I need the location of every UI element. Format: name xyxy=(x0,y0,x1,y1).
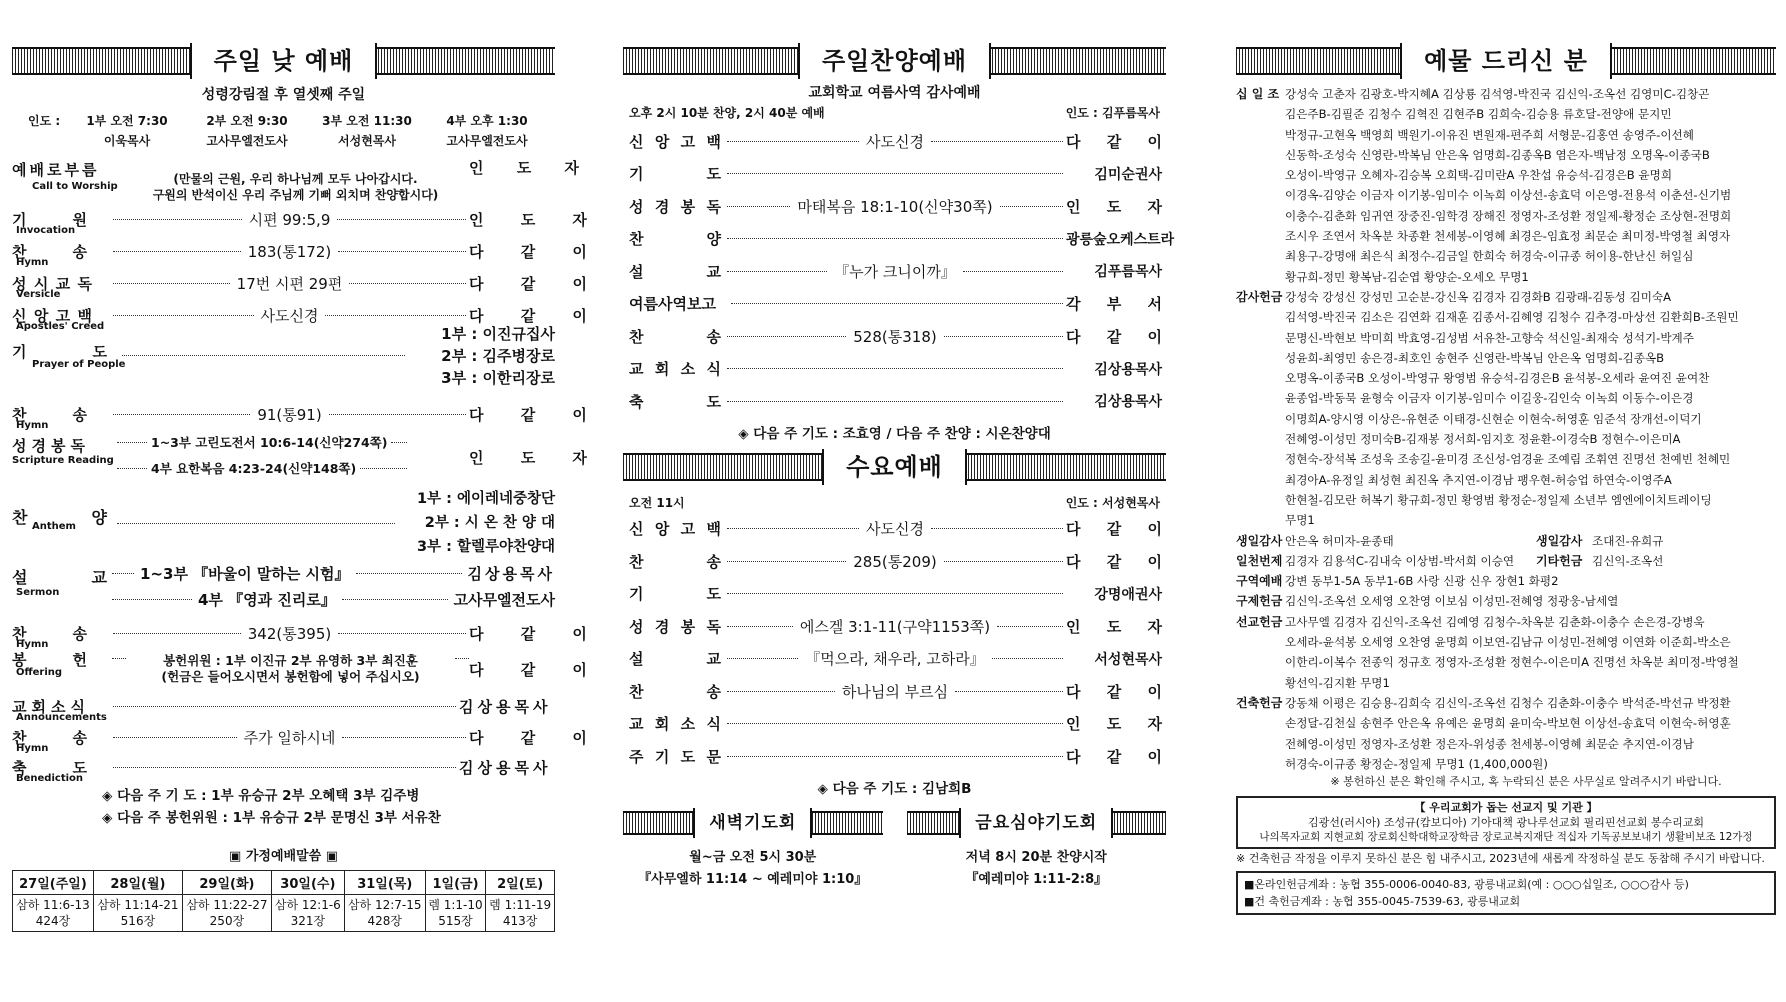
order-item-leader: 다 같 이 xyxy=(1066,520,1162,539)
order-item-content: 17번 시편 29편 xyxy=(236,274,343,293)
hymn2-right: 다 같 이 xyxy=(469,405,603,424)
order-item-content: 사도신경 xyxy=(866,132,924,151)
donor-line xyxy=(1236,84,1776,104)
donor-line xyxy=(1236,267,1776,287)
family-worship-table xyxy=(12,870,555,932)
relief-cat: 구역예배 xyxy=(1236,574,1283,589)
offering-category: 감사헌금 xyxy=(1236,289,1283,304)
aid-text: 김신익-조옥선 오세영 오찬영 이보심 이성민-전혜영 정광웅-남세열 xyxy=(1285,594,1619,609)
sunday-morning-worship xyxy=(12,40,603,932)
order-item-label: 성 경 봉 독 xyxy=(629,617,721,636)
order-item-leader: 다 같 이 xyxy=(469,274,603,293)
building-line xyxy=(1236,754,1776,774)
donor-line xyxy=(1236,287,1776,307)
order-item-en: Invocation xyxy=(16,224,76,236)
donor-names: 이한리-이복수 전종익 정규호 정영자-조성환 정현수-이은미A 진명선 차옥분 최미정-박영철 xyxy=(1285,655,1739,670)
donor-line xyxy=(1236,185,1776,205)
scripture-right: 인 도 자 xyxy=(469,449,603,467)
donor-line xyxy=(1236,388,1776,408)
donor-line xyxy=(1236,165,1776,185)
donor-names: 강성숙 강성신 강성민 고순분-강신옥 김경자 김경화B 김광래-김동성 김미숙A xyxy=(1285,289,1672,304)
hymn4-right: 다 같 이 xyxy=(469,728,603,747)
order-item-label: 여 름 사 역 보 고 xyxy=(629,295,716,314)
family-title: ▣ 가정예배말씀 ▣ xyxy=(229,849,338,864)
offering-label: 봉 헌 xyxy=(12,651,87,669)
donor-names: 고사무엘 김경자 김신익-조옥선 김예영 김청수-차옥분 김춘화-이충수 손은경-강병욱 xyxy=(1285,614,1705,629)
donor-names: 한현철-김모란 허복기 황규희-정민 황영범 황정순-정일제 소년부 엠엔에이치트레이딩 xyxy=(1285,492,1712,507)
order-item-label: 기 도 xyxy=(629,165,721,184)
order-item-content: 『먹으라, 채우라, 고하라』 xyxy=(805,650,985,669)
wed-title: 수요예배 xyxy=(822,449,967,485)
order-item-leader: 서성현목사 xyxy=(1094,651,1163,668)
order-item-content: 285(통209) xyxy=(853,552,937,571)
dawn-banner xyxy=(623,807,883,839)
order-item-label: 찬 송 xyxy=(12,242,87,261)
family-reading: 렘 1:11-19 413장 xyxy=(486,895,555,932)
order-item-leader: 인 도 자 xyxy=(1066,715,1162,734)
prayer-en: Prayer of People xyxy=(32,359,126,370)
fri-text: 『예레미야 1:11-2:8』 xyxy=(965,871,1108,887)
wed-items xyxy=(623,513,1166,773)
mission-line xyxy=(1236,673,1776,693)
order-item-leader: 인 도 자 xyxy=(469,210,603,229)
fri-banner xyxy=(907,807,1167,839)
hymn2-en: Hymn xyxy=(16,419,49,431)
donor-line xyxy=(1236,429,1776,449)
order-item-en: Versicle xyxy=(16,288,61,300)
order-item xyxy=(623,255,1166,288)
fri-title: 금요심야기도회 xyxy=(959,808,1113,838)
order-item-content: 사도신경 xyxy=(260,306,319,325)
bene-en: Benediction xyxy=(16,772,84,784)
order-item-label: 신 앙 고 백 xyxy=(12,306,92,325)
ilchun-row xyxy=(1236,551,1776,571)
order-item-leader: 다 같 이 xyxy=(1066,682,1163,701)
mission-box-line2: 나의목자교회 지현교회 장로회신학대학교장학금 장로교복지재단 적십자 기독공보보내기 생활비보조 12가정 xyxy=(1259,831,1753,844)
offering-row xyxy=(12,649,603,689)
donor-names: 조시우 조연서 차옥분 차종환 천세봉-이영혜 최경은-임효정 최문순 최미정-박영철 최영자 xyxy=(1285,229,1731,244)
prayer-2: 2부 : 김주병장로 xyxy=(441,347,555,365)
call-right: 인 도 자 xyxy=(469,159,593,177)
donor-names: 박정규-고현옥 백영희 백원기-이유진 변원재-편주희 서형문-김홍연 송영주-이선혜 xyxy=(1285,127,1694,142)
order-item-label: 신 앙 고 백 xyxy=(629,132,721,151)
order-item-leader: 다 같 이 xyxy=(1066,327,1162,346)
order-item-leader: 다 같 이 xyxy=(1066,747,1162,766)
order-item-leader: 다 같 이 xyxy=(469,306,603,325)
family-day: 29일(화) xyxy=(182,871,271,895)
anthem-3: 3부 : 할렐루야찬양대 xyxy=(416,539,555,555)
donor-line xyxy=(1236,307,1776,327)
donor-names: 정현숙-장석복 조성욱 조송길-윤미경 조신성-엄경윤 조예림 조휘연 진명선 천예빈 천혜민 xyxy=(1285,452,1731,467)
order-item xyxy=(623,675,1166,708)
donor-line xyxy=(1236,104,1776,124)
donor-names: 신동학-조성숙 신영란-박복님 안은옥 엄명희-김종옥B 염은자-백남정 오명옥-이종국B xyxy=(1285,147,1710,162)
anthem-row xyxy=(12,487,555,559)
order-item-leader: 각 부 서 xyxy=(1066,295,1162,314)
donor-names: 윤종업-박동묵 윤형숙 이금자 이기봉-임미수 이길웅-김인숙 이녹희 이동수-이은경 xyxy=(1285,391,1694,406)
order-item-leader: 광릉숲오케스트라 xyxy=(1066,231,1175,248)
building-line xyxy=(1236,713,1776,733)
sermon-right-1: 김상용목사 xyxy=(467,565,555,583)
donor-names: 문명신-박현보 박미희 박효영-김성범 서유찬-고향숙 석신일-최재숙 성석기-박계주 xyxy=(1285,330,1694,345)
order-item-label: 성 시 교 독 xyxy=(12,274,92,293)
family-reading: 삼하 12:7-15 428장 xyxy=(344,895,425,932)
donor-line xyxy=(1236,226,1776,246)
hymn3-center: 342(통395) xyxy=(247,624,332,643)
donor-names: 강동채 이평은 김승용-김희숙 김신익-조옥선 김청수 김춘화-이충수 박석준-박선규 박정환 xyxy=(1285,695,1731,710)
donor-names: 손정달-김천실 송현주 안은옥 유예은 윤명희 윤미숙-박보현 이상선-송효덕 이현숙-허영훈 xyxy=(1285,716,1731,731)
bday1-text: 안은옥 허미자-윤종태 xyxy=(1285,533,1394,548)
order-item xyxy=(623,190,1166,223)
ilchun-cat: 일천번제 xyxy=(1236,553,1283,568)
order-item-label: 축 도 xyxy=(629,392,721,411)
col1-banner xyxy=(12,40,555,82)
col1-items xyxy=(12,203,603,332)
order-item-content: 하나님의 부르심 xyxy=(841,682,949,701)
donor-line xyxy=(1236,470,1776,490)
donor-line xyxy=(1236,206,1776,226)
hymn3-label: 찬 송 xyxy=(12,624,87,643)
order-item-en: Hymn xyxy=(16,256,49,268)
hymn4-label: 찬 송 xyxy=(12,728,87,747)
lead-label: 인도 : xyxy=(28,114,61,128)
account-2: ■건 축헌금계좌 : 농협 355-0045-7539-63, 광릉내교회 xyxy=(1244,895,1521,909)
order-item xyxy=(12,235,603,268)
other-text: 김신익-조옥선 xyxy=(1592,553,1664,568)
build-note: ※ 봉헌하신 분은 확인해 주시고, 혹 누락되신 분은 사무실로 알려주시기 바랍니다. xyxy=(1330,775,1722,789)
order-item xyxy=(623,610,1166,643)
ilchun-text: 김경자 김용석C-김내숙 이상범-박서희 이승연 xyxy=(1285,553,1515,568)
family-day: 30일(수) xyxy=(271,871,344,895)
anthem-2: 2부 : 시 온 찬 양 대 xyxy=(424,515,555,531)
family-day: 31일(목) xyxy=(344,871,425,895)
anthem-en: Anthem xyxy=(32,521,76,532)
col2-next: ◈ 다음 주 기도 : 조효영 / 다음 주 찬양 : 시온찬양대 xyxy=(738,425,1051,442)
hymn3-row xyxy=(12,617,603,650)
order-item-leader: 인 도 자 xyxy=(1066,197,1162,216)
donor-names: 무명1 xyxy=(1285,513,1315,528)
family-day: 2일(토) xyxy=(486,871,555,895)
order-item-content: 183(통172) xyxy=(247,242,332,261)
offering-list xyxy=(1236,84,1776,531)
col2-title: 주일찬양예배 xyxy=(798,43,991,79)
order-item-label: 기 도 xyxy=(629,585,721,604)
col3-title: 예물 드리신 분 xyxy=(1400,43,1612,79)
relief-text: 강변 동부1-5A 동부1-6B 사랑 신광 신우 장현1 화평2 xyxy=(1285,574,1559,589)
order-item-content: 528(통318) xyxy=(853,327,937,346)
donor-names: 오명옥-이종국B 오성이-박영규 왕영범 유승석-김경은B 윤석봉-오세라 윤여진 윤여찬 xyxy=(1285,371,1710,386)
offering-en: Offering xyxy=(16,667,63,678)
bday1-cat: 생일감사 xyxy=(1236,533,1283,548)
col2-banner xyxy=(623,40,1166,82)
prayer-1: 1부 : 이진규집사 xyxy=(441,325,555,343)
announce-label: 교회소식 xyxy=(12,697,90,716)
order-item-label: 주 기 도 문 xyxy=(629,747,721,766)
mission-line xyxy=(1236,612,1776,632)
bene-row xyxy=(12,751,555,783)
prayer-3: 3부 : 이한리장로 xyxy=(441,369,555,387)
wed-time: 오전 11시 xyxy=(629,495,685,510)
donor-names: 오세라-윤석봉 오세영 오찬영 윤명희 이보연-김남규 이성민-전혜영 이연화 이준희-박소은 xyxy=(1285,635,1731,650)
dawn-time: 월~금 오전 5시 30분 xyxy=(689,849,817,865)
hymn4-en: Hymn xyxy=(16,742,49,754)
order-item xyxy=(12,267,603,300)
order-item xyxy=(623,708,1166,741)
hymn3-en: Hymn xyxy=(16,638,49,650)
order-item-leader: 다 같 이 xyxy=(1066,552,1162,571)
family-reading: 삼하 11:22-27 250장 xyxy=(182,895,271,932)
scripture-line-1: 1~3부 고린도전서 10:6-14(신약274쪽) xyxy=(151,435,388,450)
building-line xyxy=(1236,734,1776,754)
order-item xyxy=(623,578,1166,611)
donor-line xyxy=(1236,348,1776,368)
building-list xyxy=(1236,693,1776,774)
relief-row xyxy=(1236,571,1776,591)
wed-leader: 인도 : 서성현목사 xyxy=(1065,495,1160,510)
bday2-cat: 생일감사 xyxy=(1536,533,1583,548)
order-item xyxy=(623,288,1166,321)
offering-category: 십 일 조 xyxy=(1236,87,1280,101)
order-item xyxy=(623,223,1175,256)
bene-label: 축 도 xyxy=(12,758,87,777)
service-4: 4부 오후 1:30 고사무엘전도사 xyxy=(446,114,528,148)
order-item xyxy=(623,513,1166,546)
note2: ※ 건축헌금 작정을 이루지 못하신 분은 힘 내주시고, 2023년에 새롭게 작정하실 분도 동참해 주시기 바랍니다. xyxy=(1236,852,1765,866)
building-line xyxy=(1236,693,1776,713)
call-label: 예배로부름 xyxy=(12,161,100,179)
donor-names: 오성이-박영규 오혜자-김승복 오희택-김미란A 우찬섭 유승석-김경은B 윤명희 xyxy=(1285,168,1673,183)
mission-box-line1: 김광선(러시아) 조성규(캄보디아) 기아대책 광나루선교회 필리핀선교회 봉수리교회 xyxy=(1308,816,1704,830)
bday-row xyxy=(1236,531,1776,551)
donor-line xyxy=(1236,449,1776,469)
order-item xyxy=(623,643,1166,676)
hymn3-right: 다 같 이 xyxy=(469,624,603,643)
donor-line xyxy=(1236,490,1776,510)
family-reading: 렘 1:1-10 515장 xyxy=(425,895,486,932)
hymn2-center: 91(통91) xyxy=(257,405,322,424)
mission-box-title: 【 우리교회가 돕는 선교지 및 기관 】 xyxy=(1414,801,1598,815)
col1-subtitle: 성령강림절 후 열셋째 주일 xyxy=(201,87,366,103)
call-text-1: (만물의 근원, 우리 하나님께 모두 나아갑시다. xyxy=(173,172,418,186)
donor-line xyxy=(1236,368,1776,388)
offering-text-1: 봉헌위원 : 1부 이진규 2부 유영하 3부 최진훈 xyxy=(163,653,418,668)
donor-names: 최경아A-유정일 최성현 최진옥 추지연-이경남 팽우현-허승업 하연숙-이영주A xyxy=(1285,472,1672,487)
order-item-label: 교 회 소 식 xyxy=(629,715,721,734)
order-item-label: 찬 송 xyxy=(629,552,721,571)
prayer-label: 기 도 xyxy=(12,343,107,361)
col1-title: 주일 낮 예배 xyxy=(190,43,378,79)
col3-banner xyxy=(1236,40,1776,82)
service-3: 3부 오전 11:30 서성현목사 xyxy=(322,114,412,148)
order-item-leader: 강명애권사 xyxy=(1094,586,1162,603)
sermon-row xyxy=(12,563,555,615)
order-item-content: 시편 99:5,9 xyxy=(248,210,331,229)
order-item xyxy=(623,545,1166,578)
donor-line xyxy=(1236,409,1776,429)
sunday-praise-worship xyxy=(623,40,1175,891)
service-1: 1부 오전 7:30 이욱목사 xyxy=(86,114,168,148)
order-item xyxy=(623,740,1166,773)
donor-names: 황선익-김지환 무명1 xyxy=(1285,675,1390,690)
donor-names: 전혜영-이성민 정미숙B-김재봉 정서희-임지호 정윤환-이경숙B 정현수-이은미A xyxy=(1285,432,1681,447)
hymn4-row xyxy=(12,723,603,754)
scripture-label: 성경봉독 xyxy=(12,437,90,455)
dawn-text: 『사무엘하 11:14 ~ 예레미야 1:10』 xyxy=(638,871,868,887)
dawn-title: 새벽기도회 xyxy=(693,808,812,838)
order-item xyxy=(623,385,1166,418)
other-cat: 기타헌금 xyxy=(1536,553,1583,568)
family-day: 27일(주일) xyxy=(13,871,94,895)
mission-list xyxy=(1236,612,1776,693)
donor-names: 강성숙 고춘자 김광호-박지혜A 김상룡 김석영-박진국 김신익-조옥선 김영미C-김창곤 xyxy=(1285,87,1710,101)
order-item-label: 교 회 소 식 xyxy=(629,360,721,379)
donor-line xyxy=(1236,246,1776,266)
order-item xyxy=(623,320,1166,353)
accounts-box xyxy=(1236,871,1776,915)
donor-names: 이충수-김춘화 임귀연 장중진-임학경 장해진 정영자-조성환 정일제-황정순 조상현-전명희 xyxy=(1285,208,1732,223)
order-item xyxy=(623,125,1166,158)
mission-support-box xyxy=(1236,796,1776,849)
offering-donors xyxy=(1236,40,1776,915)
hymn4-center: 주가 일하시네 xyxy=(243,728,336,747)
family-day: 28일(월) xyxy=(93,871,182,895)
family-reading: 삼하 12:1-6 321장 xyxy=(271,895,344,932)
order-item-label: 찬 송 xyxy=(629,327,721,346)
call-en: Call to Worship xyxy=(32,181,118,192)
order-item-label: 찬 양 xyxy=(629,230,721,249)
order-item-content: 『누가 크니이까』 xyxy=(834,262,956,281)
wed-next: ◈ 다음 주 기도 : 김남희B xyxy=(817,780,972,797)
account-1: ■온라인헌금계좌 : 농협 355-0006-0040-83, 광릉내교회(예 : ○○○십일조, ○○○감사 등) xyxy=(1244,878,1689,892)
hymn2-row xyxy=(12,397,603,431)
order-item xyxy=(12,203,603,236)
anthem-label: 찬 양 xyxy=(12,508,107,527)
offering-right: 다 같 이 xyxy=(469,660,603,679)
scripture-row xyxy=(12,433,603,483)
sermon-line-2: 4부 『영과 진리로』 xyxy=(198,591,336,609)
order-item-leader: 김푸름목사 xyxy=(1094,264,1162,281)
donor-names: 김은주B-김필준 김청수 김혁진 김현주B 김희숙-김승용 류호달-전양애 문지민 xyxy=(1285,107,1672,122)
col2-time: 오후 2시 10분 찬양, 2시 40분 예배 xyxy=(629,106,825,120)
offering-category: 건축헌금 xyxy=(1236,695,1283,710)
mission-line xyxy=(1236,652,1776,672)
order-item-content: 마태복음 18:1-10(신약30쪽) xyxy=(797,197,993,216)
donor-line xyxy=(1236,145,1776,165)
order-item-label: 찬 송 xyxy=(629,682,721,701)
anthem-1: 1부 : 에이레네중창단 xyxy=(416,491,555,507)
sermon-en: Sermon xyxy=(16,587,60,598)
announce-row xyxy=(12,689,555,723)
order-item-leader: 다 같 이 xyxy=(1066,132,1162,151)
sermon-line-1: 1~3부 『바울이 말하는 시험』 xyxy=(140,565,350,583)
col2-items xyxy=(623,125,1175,418)
hymn2-label: 찬 송 xyxy=(12,405,87,424)
service-2: 2부 오전 9:30 고사무엘전도사 xyxy=(206,114,288,148)
order-item-leader: 김상용목사 xyxy=(1094,361,1162,378)
call-to-worship-row xyxy=(12,157,593,203)
call-text-2: 구원의 반석이신 우리 주님께 기뻐 외치며 찬양합시다) xyxy=(152,188,439,202)
col2-leader: 인도 : 김푸름목사 xyxy=(1065,106,1160,120)
donor-names: 이명희A-양시영 이상은-유현준 이태경-신현순 이현숙-허영훈 임준석 장개선-이덕기 xyxy=(1285,411,1702,426)
donor-names: 이경옥-김양순 이금자 이기봉-임미수 이녹희 이상선-송효덕 이은영-전용석 이춘선-신기범 xyxy=(1285,188,1732,203)
order-item-label: 기 원 xyxy=(12,210,87,229)
family-day: 1일(금) xyxy=(425,871,486,895)
order-item-leader: 인 도 자 xyxy=(1066,617,1163,636)
col2-subtitle: 교회학교 여름사역 감사예배 xyxy=(808,85,981,101)
family-reading: 삼하 11:6-13 424장 xyxy=(13,895,94,932)
sermon-right-2: 고사무엘전도사 xyxy=(453,591,555,609)
donor-names: 황규희-정민 황복남-김순엽 황양순-오세오 무명1 xyxy=(1285,269,1529,284)
donor-names: 김석영-박진국 김소은 김연화 김재훈 김종서-김혜영 김청수 김추경-마상선 김환희B-조원민 xyxy=(1285,310,1739,325)
announce-en: Announcements xyxy=(16,711,107,723)
donor-names: 최용구-강명애 최은식 최정수-김금일 한희숙 허경숙-이규종 허이용-한난신 허일심 xyxy=(1285,249,1694,264)
order-item xyxy=(623,353,1166,386)
next-prayer: ◈ 다음 주 기 도 : 1부 유승규 2부 오혜택 3부 김주병 xyxy=(102,788,420,804)
donor-names: 성윤희-최영민 송은경-최호인 송현주 신영란-박복님 안은옥 엄명희-김종옥B xyxy=(1285,350,1665,365)
aid-row xyxy=(1236,591,1776,611)
donor-line xyxy=(1236,125,1776,145)
bene-right: 김상용목사 xyxy=(459,758,552,777)
donor-line xyxy=(1236,328,1776,348)
order-item-content: 사도신경 xyxy=(866,520,924,539)
order-item-label: 성 경 봉 독 xyxy=(629,197,721,216)
mission-line xyxy=(1236,632,1776,652)
donor-names: 허경숙-이규종 황정순-정일제 무명1 (1,400,000원) xyxy=(1285,756,1548,771)
offering-category: 선교헌금 xyxy=(1236,614,1283,629)
fri-time: 저녁 8시 20분 찬양시작 xyxy=(965,849,1107,865)
family-reading: 삼하 11:14-21 516장 xyxy=(93,895,182,932)
sermon-label: 설 교 xyxy=(12,568,107,587)
order-item-leader: 김미순권사 xyxy=(1094,166,1162,183)
order-item-label: 설 교 xyxy=(629,650,721,669)
donor-names: 전혜영-이성민 정영자-조성환 정은자-위성종 천세봉-이영혜 최문순 추지연-이경남 xyxy=(1285,736,1694,751)
order-item-leader: 다 같 이 xyxy=(469,242,603,261)
donor-line xyxy=(1236,510,1776,530)
order-item xyxy=(623,158,1166,191)
next-offer: ◈ 다음 주 봉헌위원 : 1부 유승규 2부 문명신 3부 서유찬 xyxy=(102,810,441,826)
service-times xyxy=(12,112,555,149)
order-item-label: 신 앙 고 백 xyxy=(629,520,721,539)
scripture-line-2: 4부 요한복음 4:23-24(신약148쪽) xyxy=(151,461,357,476)
order-item-label: 설 교 xyxy=(629,262,721,281)
order-item-content: 에스겔 3:1-11(구약1153쪽) xyxy=(799,617,991,636)
order-item-leader: 김상용목사 xyxy=(1094,394,1162,411)
aid-cat: 구제헌금 xyxy=(1236,594,1283,609)
order-item-en: Apostles' Creed xyxy=(16,320,105,332)
offering-text-2: (헌금은 들어오시면서 봉헌함에 넣어 주십시오) xyxy=(161,669,420,684)
bday2-text: 조대진-유희규 xyxy=(1592,533,1664,548)
wed-banner xyxy=(623,446,1166,488)
announce-right: 김상용목사 xyxy=(459,697,552,716)
scripture-en: Scripture Reading xyxy=(12,455,114,466)
